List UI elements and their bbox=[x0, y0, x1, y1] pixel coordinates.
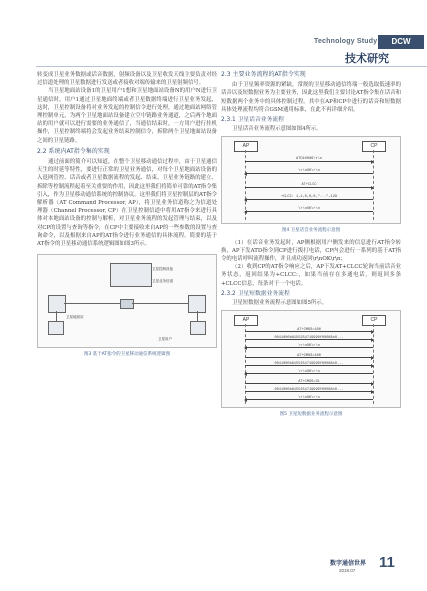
message-label: 0041000b8155254719990f00088c0... bbox=[274, 336, 344, 341]
paragraph: 由于卫星频率资源的紧缺，常规的卫星移动通信终端一般选取低速率的话音以及短数据业务为主要业务，因此这里我们主要讨论AT指令集在话音和短数据两个业务中的具体控制过程。其中在AP和CP中进行的话音和短数据具体处理流程均符合GSM通用标准，在此不再详细介绍。 bbox=[221, 82, 401, 113]
device-label: 卫星业务信道 bbox=[152, 279, 173, 284]
left-column bbox=[37, 71, 217, 362]
figure-caption: 图5 卫星短数据业务流程示意图 bbox=[279, 412, 343, 418]
figure-4-sequence bbox=[221, 136, 401, 224]
message-arrow bbox=[245, 211, 373, 212]
cp-node: CP bbox=[362, 315, 386, 326]
paragraph: 当卫星地面站设备1的卫星用户1想和卫星地面站设备N的用户N进行卫星通信时，用户1通过卫星地面终端或者卫星数据终端进行卫星业务发起，这时，卫星控制设备将对业务发起的控制信令进行处理，通过地面站网络管理控制单元，为两个卫星地面站设备建立空中链路业务通道，之后两个地面站的用户就可以进行需要的业务通信了，当通信结束时，一方用户进行挂机操作，卫星控制终端将会发起业务结束控制信令，拆除两个卫星地面站设备之间的卫星链路。 bbox=[37, 88, 217, 144]
device-label: 卫星地面站 bbox=[66, 315, 84, 320]
message-arrow bbox=[245, 187, 373, 188]
message-label: 0041000b8155254719990f00088c0... bbox=[274, 388, 344, 393]
paragraph: （2）收到CP的AT指令响应之后，AP下发AT+CLCC轮询当前话音业务状态，返回结果为+CLCC:，如果当前存在多通电话，则返回多条+CLCC信息，每条对于一个电话。 bbox=[221, 264, 401, 287]
figure-3-diagram bbox=[37, 254, 217, 348]
message-arrow bbox=[245, 373, 373, 374]
link-line bbox=[56, 311, 58, 321]
journal-section-en: Technology Study bbox=[314, 38, 378, 45]
journal-logo: DCW bbox=[378, 35, 424, 49]
paragraph: 卫星短数据业务流程示意图如图5所示。 bbox=[232, 300, 328, 307]
message-label: AT+CMGS=31 bbox=[298, 380, 320, 385]
right-column bbox=[221, 71, 401, 422]
paragraph: 转变成卫星业务数据或话音数据，射频设备以及卫星收发天线主要负责对经过信道处理的卫星数据进行发送或者接收对端传输来的卫星射频信号。 bbox=[37, 72, 217, 87]
section-heading: 2.2 系统内AT指令集的实现 bbox=[37, 147, 110, 155]
message-arrow bbox=[245, 365, 373, 366]
message-arrow bbox=[245, 331, 373, 332]
paragraph: 通过前面的简介可以知道，在整个卫星移动通信过程中，由于卫星通信天生的时延等特性，要进行正常的卫星业务通信，对每个卫星地面站设备的入退网管控、话音或者卫星数据流程的发起、结束、卫星业务链路的建立、拆除等控制流程起着至关重要的作用，因此这里我们将简单可靠的AT指令集引入，作为卫星移动通信系统的控制协议。这里我们将卫星控制层的AT指令解析器（AT Command Processor, AP），将卫星业务信道称之为信道处理器（Channel Processor, CP）在卫星控制信道中将用AT指令来进行具体对本地面站设备的控制与解析，对卫星业务流程的发起管理与结束，以及对CP的设置与查询等指令，在CP中主要接收来自AP的一些参数的设置与查询命令，以及根据来自AP的AT指令进行业务通信的具体流程。简要的基于AT指令的卫星移动通信系统逻辑图如图3所示。 bbox=[37, 159, 217, 248]
message-label: ATD10086\r\n bbox=[296, 157, 322, 162]
journal-name: 数字通信世界 bbox=[330, 560, 367, 567]
satellite-icon bbox=[120, 299, 134, 309]
message-label: +CLCC: 1,1,0,0,0,"...",129 bbox=[280, 195, 338, 200]
paragraph: 卫星话音业务流程示意图如图4所示。 bbox=[232, 126, 322, 133]
user-terminal-left bbox=[48, 321, 64, 335]
issue-date: 2018.07 bbox=[339, 568, 356, 573]
message-arrow bbox=[245, 391, 373, 392]
message-arrow bbox=[245, 173, 373, 174]
figure-caption: 图3 基于AT指令的卫星移动通信系统逻辑图 bbox=[83, 352, 171, 358]
message-label: \r\nOK\r\n bbox=[298, 344, 320, 349]
ap-node: AP bbox=[234, 141, 258, 152]
link-line bbox=[132, 303, 188, 304]
device-label: 卫星控制设备 bbox=[152, 267, 173, 272]
cp-node: CP bbox=[362, 141, 386, 152]
message-arrow bbox=[245, 357, 373, 358]
message-label: 0041000b8155254719990f00088c0... bbox=[274, 362, 344, 367]
ap-node: AP bbox=[234, 315, 258, 326]
user-terminal-right bbox=[190, 321, 206, 335]
message-label: \r\nOK\r\n bbox=[298, 396, 320, 401]
paragraph: （1）在话音业务发起时，AP侧根据用户侧发来的信息进行AT指令转换，AP下发ATD指令到CP进行拨打电话，CP内会进行一系列的基于AT指令的电话呼叫流程操作，并且成功返回\r\nOK\r\n； bbox=[221, 239, 401, 263]
message-label: AT+CLCC bbox=[301, 183, 317, 188]
message-label: AT+CMGS=180 bbox=[297, 328, 321, 333]
page-number: 11 bbox=[379, 554, 395, 571]
subsection-heading: 2.3.2 卫星短数据业务流程 bbox=[221, 290, 290, 297]
message-arrow bbox=[245, 161, 373, 162]
journal-section-cn: 技术研究 bbox=[345, 52, 389, 65]
section-heading: 2.3 主要业务流程的AT指令实现 bbox=[221, 71, 306, 78]
link-line bbox=[197, 311, 199, 321]
device-label: 卫星用户 bbox=[158, 337, 172, 342]
satellite-control-box bbox=[110, 263, 152, 287]
message-label: \r\nOK\r\n bbox=[298, 370, 320, 375]
message-arrow bbox=[245, 339, 373, 340]
header-divider bbox=[36, 66, 427, 67]
subsection-heading: 2.3.1 卫星话音业务流程 bbox=[221, 117, 284, 124]
message-label: \r\nOK\r\n bbox=[298, 169, 320, 174]
figure-5-sequence bbox=[221, 310, 401, 408]
message-arrow bbox=[245, 399, 373, 400]
link-line bbox=[64, 303, 120, 304]
message-arrow bbox=[245, 383, 373, 384]
figure-caption: 图4 卫星话音业务流程示意图 bbox=[281, 228, 341, 234]
message-label: \r\nOK\r\n bbox=[298, 207, 320, 212]
message-label: AT+CMGS=180 bbox=[297, 354, 321, 359]
message-arrow bbox=[245, 199, 373, 200]
message-arrow bbox=[245, 347, 373, 348]
